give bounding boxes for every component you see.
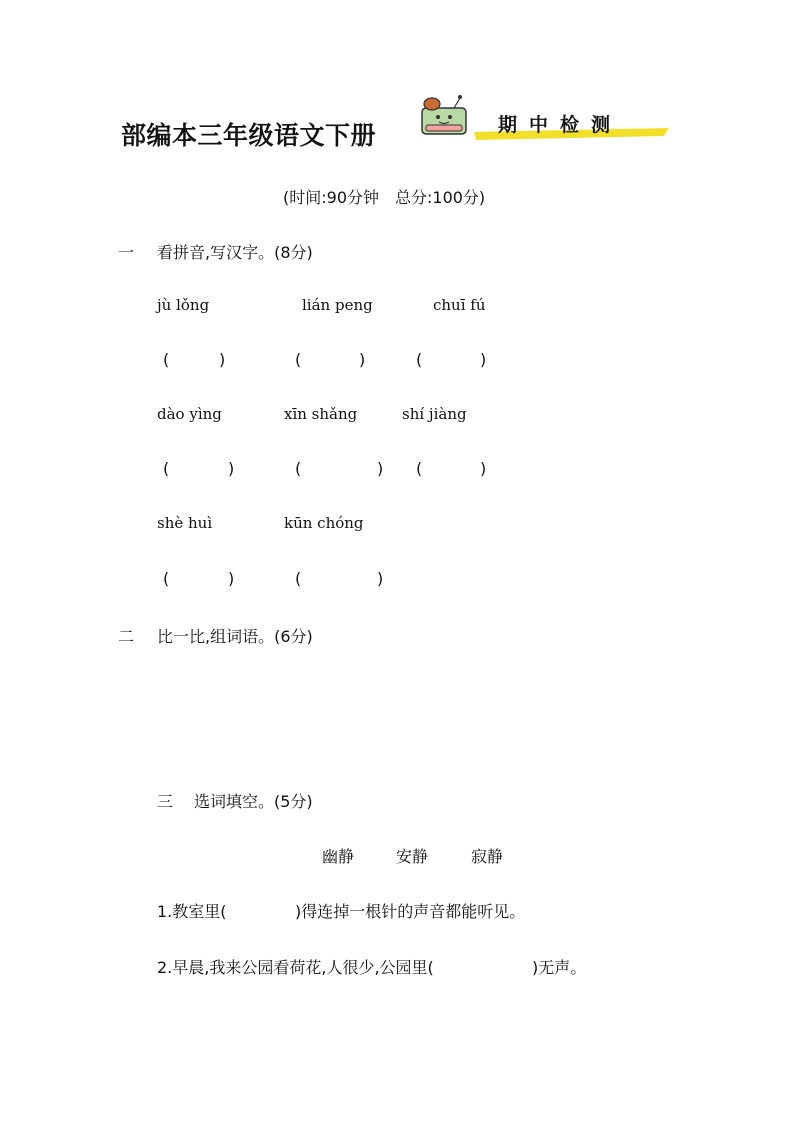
section-3-label: 选词填空。(5分) <box>194 792 313 811</box>
pinyin-item: kūn chóng <box>284 514 364 532</box>
question-1-start: 1.教室里( <box>157 902 227 921</box>
answer-blank-close: ) <box>480 459 487 478</box>
answer-blank-close: ) <box>228 459 235 478</box>
mascot-icon <box>422 95 466 134</box>
section-1-label: 看拼音,写汉字。(8分) <box>157 243 313 262</box>
answer-blank-close: ) <box>377 569 384 588</box>
badge-label: 期中检测 <box>498 114 623 136</box>
section-1-number: 一 <box>118 243 135 262</box>
question-2-end: )无声。 <box>532 958 587 977</box>
answer-blank-open: ( <box>416 350 423 369</box>
word-option: 幽静 <box>322 847 355 866</box>
section-2-number: 二 <box>118 627 135 646</box>
pinyin-item: jù lǒng <box>157 296 210 314</box>
answer-blank-open: ( <box>295 569 302 588</box>
pinyin-item: xīn shǎng <box>284 405 358 423</box>
pinyin-item: dào yìng <box>157 405 222 423</box>
answer-blank-close: ) <box>219 350 226 369</box>
pinyin-item: shè huì <box>157 514 213 532</box>
answer-blank-close: ) <box>359 350 366 369</box>
answer-blank-close: ) <box>480 350 487 369</box>
answer-blank-open: ( <box>295 350 302 369</box>
answer-blank-open: ( <box>163 459 170 478</box>
pinyin-item: lián peng <box>302 296 373 314</box>
pinyin-item: chuī fú <box>433 296 486 314</box>
answer-blank-open: ( <box>295 459 302 478</box>
word-option: 寂静 <box>471 847 504 866</box>
section-2-label: 比一比,组词语。(6分) <box>157 627 313 646</box>
question-2-start: 2.早晨,我来公园看荷花,人很少,公园里( <box>157 958 434 977</box>
answer-blank-open: ( <box>163 350 170 369</box>
answer-blank-close: ) <box>377 459 384 478</box>
word-option: 安静 <box>396 847 429 866</box>
question-1-end: )得连掉一根针的声音都能听见。 <box>295 902 526 921</box>
section-3-number: 三 <box>157 792 174 811</box>
answer-blank-open: ( <box>163 569 170 588</box>
page-title: 部编本三年级语文下册 <box>121 121 377 150</box>
pinyin-item: shí jiàng <box>402 405 467 423</box>
exam-info: (时间:90分钟 总分:100分) <box>283 188 486 207</box>
answer-blank-open: ( <box>416 459 423 478</box>
answer-blank-close: ) <box>228 569 235 588</box>
